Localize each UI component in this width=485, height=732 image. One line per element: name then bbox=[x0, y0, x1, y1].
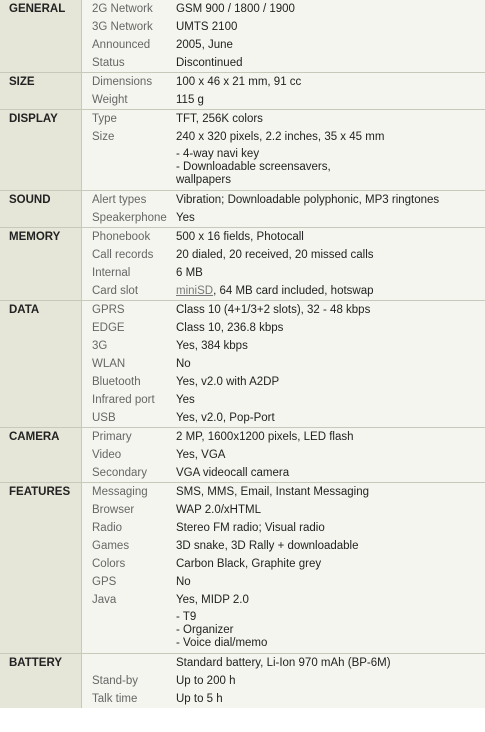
spec-value: 100 x 46 x 21 mm, 91 cc bbox=[176, 76, 302, 88]
spec-row-features-colors bbox=[82, 555, 485, 573]
spec-label: Messaging bbox=[92, 486, 148, 498]
spec-row-features-extra bbox=[82, 609, 485, 653]
spec-value: Vibration; Downloadable polyphonic, MP3 ringtones bbox=[176, 194, 440, 206]
spec-value: Standard battery, Li-Ion 970 mAh (BP-6M) bbox=[176, 657, 391, 669]
spec-value: 20 dialed, 20 received, 20 missed calls bbox=[176, 249, 374, 261]
spec-row-data-bluetooth bbox=[82, 373, 485, 391]
spec-label: Talk time bbox=[92, 693, 138, 705]
spec-row-sound-speaker bbox=[82, 209, 485, 227]
spec-value: - T9 - Organizer - Voice dial/memo bbox=[176, 611, 268, 649]
spec-value: 2 MP, 1600x1200 pixels, LED flash bbox=[176, 431, 354, 443]
spec-value: - 4-way navi key - Downloadable screensavers, wallpapers bbox=[176, 148, 331, 186]
spec-value: 240 x 320 pixels, 2.2 inches, 35 x 45 mm bbox=[176, 131, 385, 143]
section-rows bbox=[82, 73, 485, 109]
spec-row-features-games bbox=[82, 537, 485, 555]
spec-row-memory-phonebook bbox=[82, 228, 485, 246]
spec-row-battery-standard bbox=[82, 654, 485, 672]
spec-row-features-gps bbox=[82, 573, 485, 591]
section-memory bbox=[0, 228, 485, 301]
spec-row-general-announced bbox=[82, 36, 485, 54]
spec-label: Secondary bbox=[92, 467, 147, 479]
category-label-features: FEATURES bbox=[0, 483, 82, 653]
spec-row-size-dimensions bbox=[82, 73, 485, 91]
spec-label: Primary bbox=[92, 431, 132, 443]
spec-label: USB bbox=[92, 412, 116, 424]
spec-label: Phonebook bbox=[92, 231, 151, 243]
section-rows bbox=[82, 191, 485, 227]
spec-value: Yes, VGA bbox=[176, 449, 226, 461]
spec-value: 500 x 16 fields, Photocall bbox=[176, 231, 304, 243]
spec-label: Card slot bbox=[92, 285, 139, 297]
section-rows bbox=[82, 301, 485, 427]
spec-value: Class 10, 236.8 kbps bbox=[176, 322, 284, 334]
spec-value: Yes bbox=[176, 212, 195, 224]
category-label-data: DATA bbox=[0, 301, 82, 427]
section-rows bbox=[82, 654, 485, 708]
spec-label: Colors bbox=[92, 558, 126, 570]
spec-value: Up to 200 h bbox=[176, 675, 236, 687]
spec-value: No bbox=[176, 576, 191, 588]
spec-row-data-wlan bbox=[82, 355, 485, 373]
section-size bbox=[0, 73, 485, 110]
spec-value: Class 10 (4+1/3+2 slots), 32 - 48 kbps bbox=[176, 304, 371, 316]
spec-value: Stereo FM radio; Visual radio bbox=[176, 522, 325, 534]
spec-label: Alert types bbox=[92, 194, 147, 206]
spec-label: 3G bbox=[92, 340, 108, 352]
spec-value: Up to 5 h bbox=[176, 693, 223, 705]
spec-label: Games bbox=[92, 540, 130, 552]
spec-label: 2G Network bbox=[92, 3, 153, 15]
spec-value: 2005, June bbox=[176, 39, 233, 51]
spec-label: Infrared port bbox=[92, 394, 155, 406]
spec-row-features-java bbox=[82, 591, 485, 609]
spec-value: Carbon Black, Graphite grey bbox=[176, 558, 322, 570]
spec-row-battery-talktime bbox=[82, 690, 485, 708]
spec-row-features-radio bbox=[82, 519, 485, 537]
spec-value-text: , 64 MB card included, hotswap bbox=[213, 285, 374, 297]
section-rows bbox=[82, 228, 485, 300]
section-rows bbox=[82, 110, 485, 190]
spec-label: WLAN bbox=[92, 358, 126, 370]
spec-label: Size bbox=[92, 131, 115, 143]
spec-value: WAP 2.0/xHTML bbox=[176, 504, 261, 516]
section-display bbox=[0, 110, 485, 191]
spec-label: 3G Network bbox=[92, 21, 153, 33]
spec-label: Call records bbox=[92, 249, 154, 261]
spec-row-camera-primary bbox=[82, 428, 485, 446]
spec-label: Browser bbox=[92, 504, 135, 516]
spec-label: GPRS bbox=[92, 304, 125, 316]
spec-row-features-browser bbox=[82, 501, 485, 519]
spec-value: GSM 900 / 1800 / 1900 bbox=[176, 3, 295, 15]
spec-value: Yes, v2.0, Pop-Port bbox=[176, 412, 275, 424]
spec-row-data-infrared bbox=[82, 391, 485, 409]
minisd-link[interactable]: miniSD bbox=[176, 285, 214, 297]
spec-value: Yes, v2.0 with A2DP bbox=[176, 376, 280, 388]
spec-row-camera-video bbox=[82, 446, 485, 464]
spec-label: GPS bbox=[92, 576, 117, 588]
spec-row-data-3gspeed bbox=[82, 337, 485, 355]
category-label-battery: BATTERY bbox=[0, 654, 82, 708]
spec-value: Yes, MIDP 2.0 bbox=[176, 594, 249, 606]
spec-label: Internal bbox=[92, 267, 131, 279]
spec-value: SMS, MMS, Email, Instant Messaging bbox=[176, 486, 370, 498]
spec-value: No bbox=[176, 358, 191, 370]
spec-label: Dimensions bbox=[92, 76, 153, 88]
spec-value: Discontinued bbox=[176, 57, 243, 69]
section-sound bbox=[0, 191, 485, 228]
section-data bbox=[0, 301, 485, 428]
spec-label: Announced bbox=[92, 39, 151, 51]
spec-value: Yes bbox=[176, 394, 195, 406]
spec-label: Radio bbox=[92, 522, 123, 534]
section-features bbox=[0, 483, 485, 654]
spec-row-memory-cardslot bbox=[82, 282, 485, 300]
spec-row-size-weight bbox=[82, 91, 485, 109]
spec-row-data-edge bbox=[82, 319, 485, 337]
spec-value bbox=[174, 285, 485, 297]
spec-label: EDGE bbox=[92, 322, 125, 334]
spec-row-memory-callrec bbox=[82, 246, 485, 264]
spec-value: UMTS 2100 bbox=[176, 21, 238, 33]
spec-value: Yes, 384 kbps bbox=[176, 340, 248, 352]
spec-label: Java bbox=[92, 594, 117, 606]
spec-row-general-2g bbox=[82, 0, 485, 18]
spec-value: VGA videocall camera bbox=[176, 467, 290, 479]
section-rows bbox=[82, 483, 485, 653]
spec-row-general-status bbox=[82, 54, 485, 72]
spec-label: Stand-by bbox=[92, 675, 139, 687]
spec-label: Bluetooth bbox=[92, 376, 141, 388]
category-label-size: SIZE bbox=[0, 73, 82, 109]
spec-label: Type bbox=[92, 113, 117, 125]
spec-row-memory-internal bbox=[82, 264, 485, 282]
spec-row-sound-alert bbox=[82, 191, 485, 209]
spec-label: Status bbox=[92, 57, 125, 69]
category-label-general: GENERAL bbox=[0, 0, 82, 72]
spec-value: TFT, 256K colors bbox=[176, 113, 263, 125]
category-label-camera: CAMERA bbox=[0, 428, 82, 482]
section-general bbox=[0, 0, 485, 73]
spec-label: Weight bbox=[92, 94, 128, 106]
spec-value: 3D snake, 3D Rally + downloadable bbox=[176, 540, 359, 552]
spec-row-display-dsize bbox=[82, 128, 485, 146]
spec-row-general-3g bbox=[82, 18, 485, 36]
section-battery bbox=[0, 654, 485, 708]
spec-row-display-type bbox=[82, 110, 485, 128]
section-rows bbox=[82, 428, 485, 482]
spec-value: 115 g bbox=[176, 94, 204, 106]
category-label-display: DISPLAY bbox=[0, 110, 82, 190]
spec-label: Speakerphone bbox=[92, 212, 167, 224]
spec-row-data-usb bbox=[82, 409, 485, 427]
spec-row-camera-secondary bbox=[82, 464, 485, 482]
section-rows bbox=[82, 0, 485, 72]
spec-row-battery-standby bbox=[82, 672, 485, 690]
category-label-memory: MEMORY bbox=[0, 228, 82, 300]
spec-row-data-gprs bbox=[82, 301, 485, 319]
spec-value: 6 MB bbox=[176, 267, 203, 279]
spec-label: Video bbox=[92, 449, 122, 461]
category-label-sound: SOUND bbox=[0, 191, 82, 227]
spec-row-display-extra bbox=[82, 146, 485, 190]
section-camera bbox=[0, 428, 485, 483]
spec-row-features-messaging bbox=[82, 483, 485, 501]
